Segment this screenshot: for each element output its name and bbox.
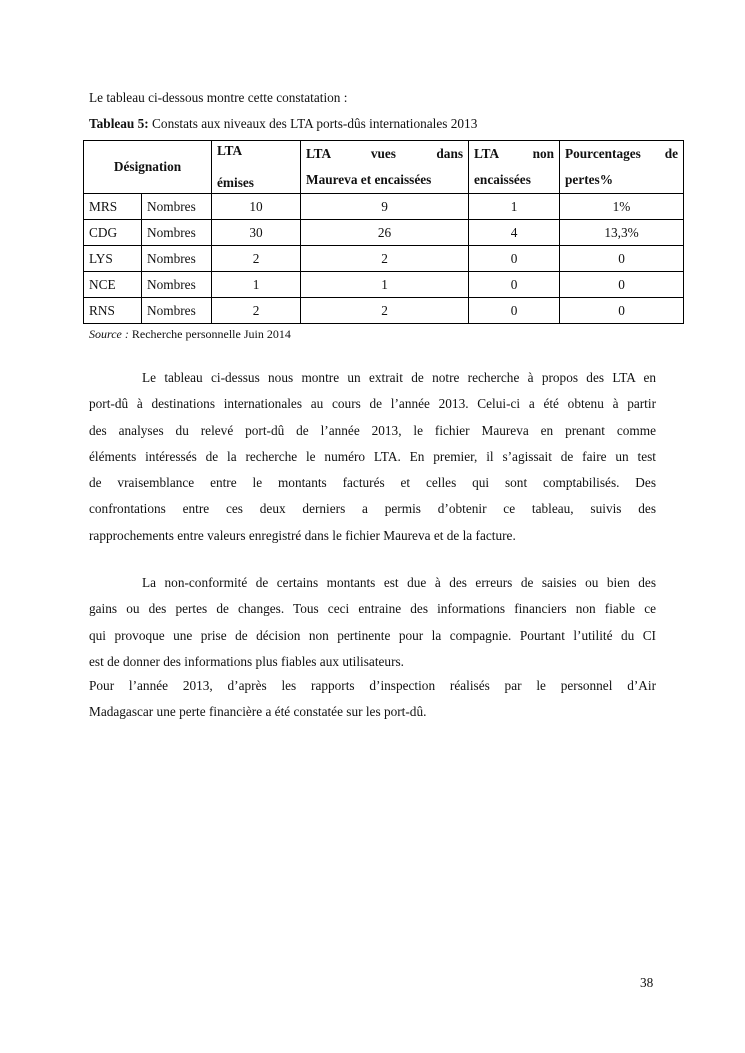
row-label: Nombres — [142, 246, 212, 272]
row-non: 1 — [469, 194, 560, 220]
row-code: MRS — [84, 194, 142, 220]
paragraph-line: des analyses du relevé port-dû de l’année 2013, le fichier Maureva en prenant comme — [89, 422, 656, 438]
paragraph-analysis — [89, 365, 656, 549]
source-label: Source : — [89, 327, 129, 341]
header-lta-emises: LTA émises — [212, 141, 301, 194]
row-label: Nombres — [142, 298, 212, 324]
row-non: 0 — [469, 298, 560, 324]
row-label: Nombres — [142, 272, 212, 298]
caption-text: Constats aux niveaux des LTA ports-dûs internationales 2013 — [148, 116, 478, 131]
paragraph-line: Madagascar une perte financière a été constatée sur les port-dû. — [89, 704, 427, 720]
table-source — [89, 326, 291, 342]
intro-text: Le tableau ci-dessous montre cette constatation : — [89, 90, 348, 105]
row-pct: 0 — [560, 298, 684, 324]
paragraph-conclusion — [89, 673, 656, 726]
row-pct: 0 — [560, 246, 684, 272]
paragraph-line: La non-conformité de certains montants est due à des erreurs de saisies ou bien des — [142, 575, 656, 590]
row-non: 0 — [469, 246, 560, 272]
row-vues: 26 — [301, 220, 469, 246]
table-row — [84, 246, 684, 272]
table-row — [84, 272, 684, 298]
paragraph-line: Le tableau ci-dessus nous montre un extrait de notre recherche à propos des LTA en — [142, 370, 656, 385]
row-vues: 1 — [301, 272, 469, 298]
paragraph-line: confrontations entre ces deux derniers a permis d’obtenir ce tableau, suivis des — [89, 501, 656, 517]
row-non: 0 — [469, 272, 560, 298]
caption-label: Tableau 5: — [89, 116, 149, 131]
table-caption — [89, 115, 477, 133]
row-pct: 13,3% — [560, 220, 684, 246]
table-row — [84, 298, 684, 324]
paragraph-line: port-dû à destinations internationales au cours de l’année 2013. Celui-ci a été obtenu à partir — [89, 396, 656, 412]
row-emises: 1 — [212, 272, 301, 298]
header-pourcentages: Pourcentages de pertes% — [560, 141, 684, 194]
row-label: Nombres — [142, 220, 212, 246]
row-emises: 10 — [212, 194, 301, 220]
row-emises: 30 — [212, 220, 301, 246]
paragraph-line: qui provoque une prise de décision non pertinente pour la compagnie. Pourtant l’utilité du CI — [89, 627, 656, 643]
table-row — [84, 220, 684, 246]
row-code: RNS — [84, 298, 142, 324]
table-header-row — [84, 141, 684, 194]
table-row — [84, 194, 684, 220]
paragraph-non-conformity — [89, 570, 656, 675]
header-designation: Désignation — [84, 141, 212, 194]
paragraph-line: rapprochements entre valeurs enregistré dans le fichier Maureva et de la facture. — [89, 527, 516, 543]
row-vues: 2 — [301, 246, 469, 272]
row-label: Nombres — [142, 194, 212, 220]
paragraph-line: éléments intéressés de la recherche le numéro LTA. En premier, il s’agissait de faire un test — [89, 448, 656, 464]
page-number: 38 — [640, 975, 654, 990]
paragraph-line: gains ou des pertes de changes. Tous ceci entraine des informations financiers non fiable ce — [89, 601, 656, 617]
lta-table — [83, 140, 684, 324]
row-emises: 2 — [212, 246, 301, 272]
row-code: LYS — [84, 246, 142, 272]
row-code: CDG — [84, 220, 142, 246]
row-non: 4 — [469, 220, 560, 246]
paragraph-line: Pour l’année 2013, d’après les rapports d’inspection réalisés par le personnel d’Air — [89, 678, 656, 693]
paragraph-line: de vraisemblance entre le montants facturés et celles qui sont comptabilisés. Des — [89, 475, 656, 491]
row-vues: 2 — [301, 298, 469, 324]
row-pct: 1% — [560, 194, 684, 220]
row-code: NCE — [84, 272, 142, 298]
row-emises: 2 — [212, 298, 301, 324]
source-text: Recherche personnelle Juin 2014 — [128, 327, 291, 341]
row-vues: 9 — [301, 194, 469, 220]
paragraph-line: est de donner des informations plus fiables aux utilisateurs. — [89, 653, 404, 669]
row-pct: 0 — [560, 272, 684, 298]
header-lta-non-encaissees: LTA non encaissées — [469, 141, 560, 194]
header-lta-vues: LTA vues dans Maureva et encaissées — [301, 141, 469, 194]
